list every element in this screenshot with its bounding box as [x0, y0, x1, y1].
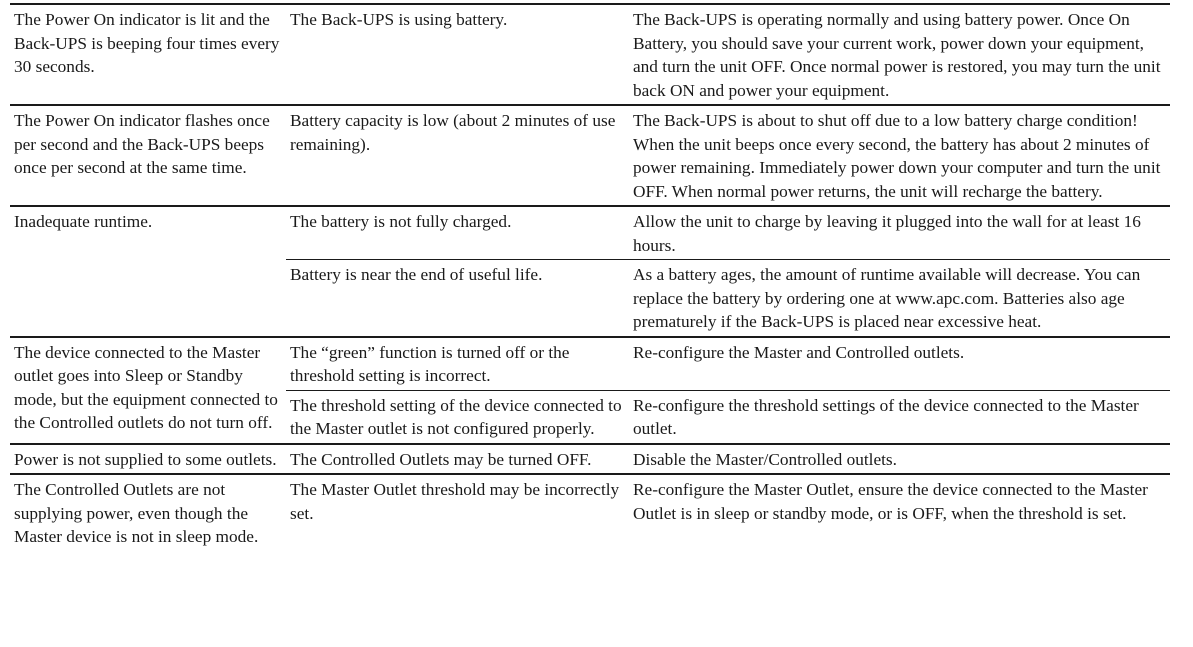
cause-solution-row [286, 390, 1170, 443]
cause-solution-row [286, 207, 1170, 259]
problem-cell: The Power On indicator is lit and the Back-UPS is beeping four times every 30 seconds. [14, 10, 280, 76]
troubleshooting-table [10, 3, 1170, 551]
cause-solution-group [286, 5, 1170, 104]
problem-cell: The device connected to the Master outlet goes into Sleep or Standby mode, but the equipment connected to the Controlled outlets do not turn off. [14, 342, 278, 432]
cause-solution-row [286, 259, 1170, 336]
solution-cell: Re-configure the threshold settings of the device connected to the Master outlet. [633, 395, 1139, 438]
cause-cell: The Master Outlet threshold may be incorrectly set. [290, 480, 620, 523]
cause-solution-group [286, 475, 1170, 551]
table-row [10, 205, 1170, 336]
table-row [10, 443, 1170, 474]
problem-cell: The Power On indicator flashes once per second and the Back-UPS beeps once per second at the same time. [14, 111, 270, 177]
solution-cell: Disable the Master/Controlled outlets. [633, 449, 897, 469]
cause-solution-group [286, 445, 1170, 474]
cause-cell: Battery capacity is low (about 2 minutes of use remaining). [290, 111, 616, 154]
solution-cell: The Back-UPS is operating normally and using battery power. Once On Battery, you should save your current work, power down your equipment, and turn the unit OFF. Once normal power is restored, you may turn the unit back ON and power your equipment. [633, 10, 1161, 100]
cause-solution-row [286, 106, 1170, 205]
problem-cell: Inadequate runtime. [14, 212, 153, 231]
cause-cell: The “green” function is turned off or the threshold setting is incorrect. [290, 342, 570, 385]
cause-cell: The battery is not fully charged. [290, 212, 512, 231]
cause-solution-group [286, 338, 1170, 443]
solution-cell: As a battery ages, the amount of runtime available will decrease. You can replace the battery by ordering one at www.apc.com. Batteries also age prematurely if the Back-UPS is placed near excessive heat. [633, 265, 1141, 331]
problem-cell: Power is not supplied to some outlets. [14, 449, 277, 469]
cause-solution-row [286, 338, 1170, 390]
solution-cell: The Back-UPS is about to shut off due to a low battery charge condition! When the unit beeps once every second, the battery has about 2 minutes of power remaining. Immediately power down your computer and turn the unit OFF. When normal power returns, the unit will recharge the battery. [633, 111, 1161, 201]
cause-solution-group [286, 106, 1170, 205]
problem-cell: The Controlled Outlets are not supplying power, even though the Master device is not in sleep mode. [14, 480, 259, 546]
cause-solution-row [286, 5, 1170, 104]
cause-cell: The threshold setting of the device connected to the Master outlet is not configured properly. [290, 395, 622, 438]
cause-cell: The Controlled Outlets may be turned OFF. [290, 449, 592, 469]
cause-cell: Battery is near the end of useful life. [290, 265, 543, 284]
table-row [10, 3, 1170, 104]
table-row [10, 473, 1170, 551]
cause-cell: The Back-UPS is using battery. [290, 10, 508, 29]
table-row [10, 104, 1170, 205]
solution-cell: Re-configure the Master and Controlled outlets. [633, 342, 965, 362]
cause-solution-row [286, 445, 1170, 474]
cause-solution-group [286, 207, 1170, 336]
table-row [10, 336, 1170, 443]
solution-cell: Re-configure the Master Outlet, ensure the device connected to the Master Outlet is in sleep or standby mode, or is OFF, when the threshold is set. [633, 480, 1148, 523]
cause-solution-row [286, 475, 1170, 527]
solution-cell: Allow the unit to charge by leaving it plugged into the wall for at least 16 hours. [633, 212, 1141, 255]
